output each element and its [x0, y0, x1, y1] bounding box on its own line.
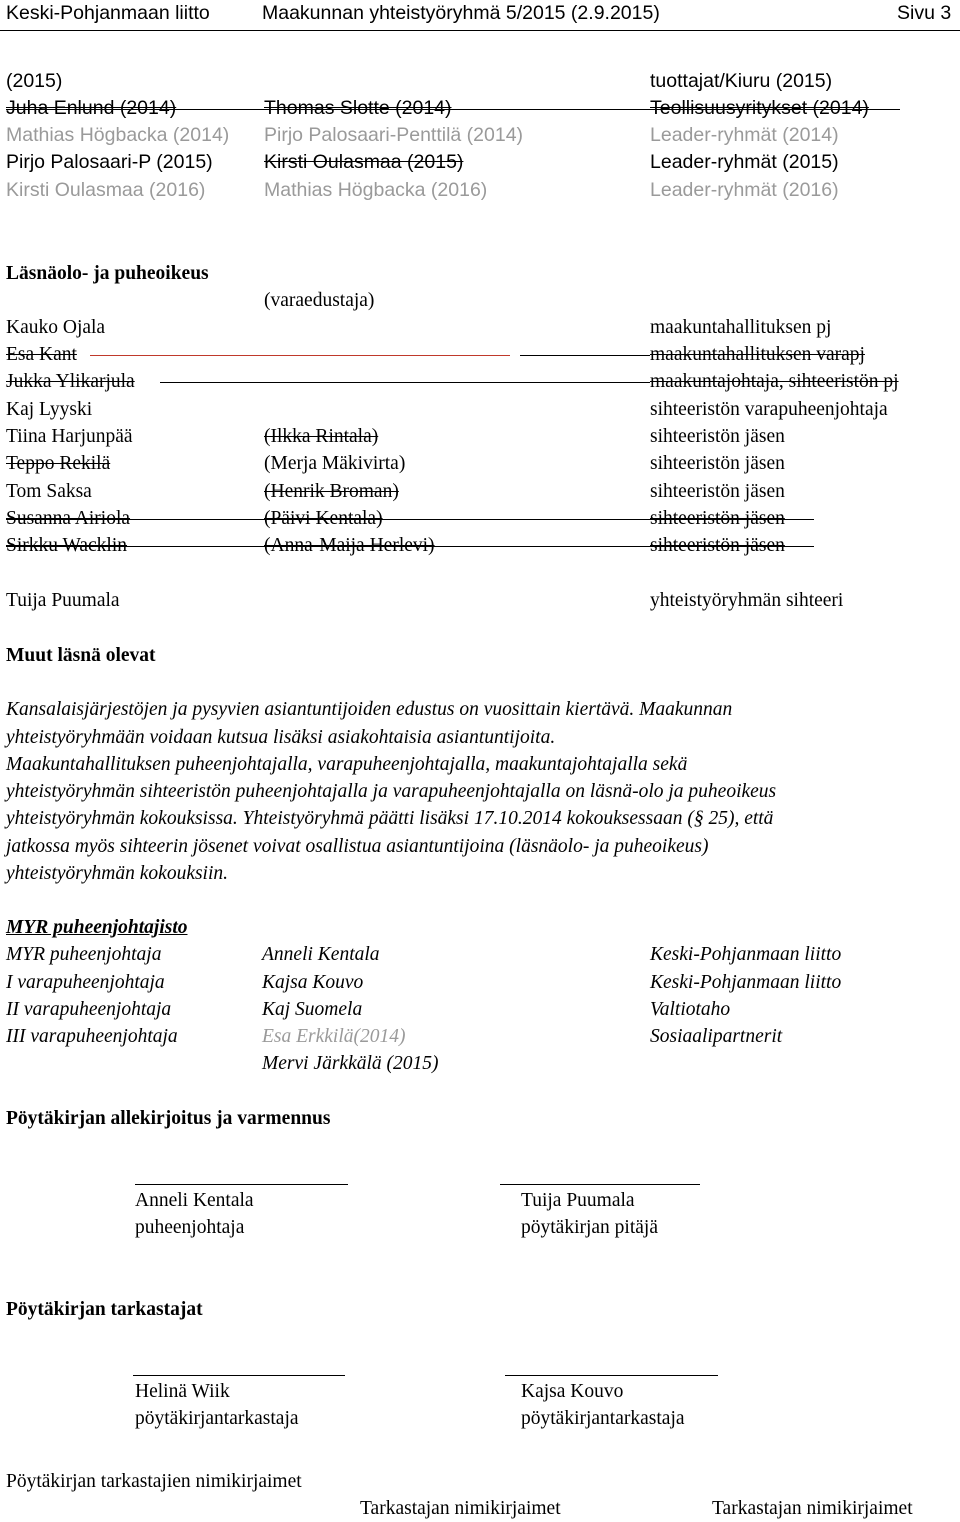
member-r1-strike-line	[6, 109, 900, 110]
myr-heading: MYR puheenjohtajisto	[6, 917, 188, 938]
myr-title-1: I varapuheenjohtaja	[6, 972, 165, 993]
signature-line-right	[500, 1184, 700, 1185]
myr-org-0: Keski-Pohjanmaan liitto	[650, 944, 842, 965]
initials-label-1: Tarkastajan nimikirjaimet	[360, 1498, 561, 1519]
reviewer-right-name: Kajsa Kouvo	[521, 1381, 624, 1402]
signatures-heading: Pöytäkirjan allekirjoitus ja varmennus	[6, 1108, 331, 1129]
member-r1-c3: Teollisuusyritykset (2014)	[650, 97, 869, 119]
reviewer-line-right	[505, 1375, 718, 1376]
member-r1-c1: Juha Enlund (2014)	[6, 97, 177, 119]
signature-left-name: Anneli Kentala	[135, 1190, 254, 1211]
others-line-0: Kansalaisjärjestöjen ja pysyvien asiantuntijoiden edustus on vuosittain kiertävä. Maakunnan	[6, 699, 733, 720]
others-line-2: Maakuntahallituksen puheenjohtajalla, varapuheenjohtajalla, maakuntajohtajalla sekä	[6, 754, 688, 775]
myr-name-0: Anneli Kentala	[262, 944, 380, 965]
reviewer-left-role: pöytäkirjantarkastaja	[135, 1408, 299, 1429]
others-line-4: yhteistyöryhmän kokouksissa. Yhteistyöryhmä päätti lisäksi 17.10.2014 kokouksessaan (§ 25), että	[6, 808, 774, 829]
presence-name-7: Susanna Airiola	[6, 508, 131, 529]
presence-role-5: sihteeristön jäsen	[650, 453, 785, 474]
presence-name-6: Tom Saksa	[6, 481, 92, 502]
others-heading: Muut läsnä olevat	[6, 645, 156, 666]
presence-deputy-7: (Päivi Kentala)	[264, 508, 383, 529]
others-line-1: yhteistyöryhmään voidaan kutsua lisäksi asiakohtaisia asiantuntijoita.	[6, 727, 556, 748]
header-page-number: Sivu 3	[897, 2, 952, 24]
member-r2-c2: Pirjo Palosaari-Penttilä (2014)	[264, 124, 524, 146]
initials-heading: Pöytäkirjan tarkastajien nimikirjaimet	[6, 1471, 302, 1492]
myr-org-3: Sosiaalipartnerit	[650, 1026, 783, 1047]
presence-role-6: sihteeristön jäsen	[650, 481, 785, 502]
presence-deputy-header: (varaedustaja)	[264, 290, 375, 311]
myr-title-0: MYR puheenjohtaja	[6, 944, 162, 965]
signature-right-role: pöytäkirjan pitäjä	[521, 1217, 658, 1238]
myr-title-2: II varapuheenjohtaja	[6, 999, 172, 1020]
presence-role-2: maakuntajohtaja, sihteeristön pj	[650, 371, 899, 392]
member-r3-c3: Leader-ryhmät (2015)	[650, 151, 839, 173]
myr-org-2: Valtiotaho	[650, 999, 731, 1020]
secretary-name: Tuija Puumala	[6, 590, 120, 611]
others-line-3: yhteistyöryhmän sihteeristön puheenjohtajalla ja varapuheenjohtajalla on läsnä-olo ja puheoikeus	[6, 781, 777, 802]
presence-name-8: Sirkku Wacklin	[6, 535, 128, 556]
others-line-6: yhteistyöryhmän kokouksiin.	[6, 863, 229, 884]
reviewers-heading: Pöytäkirjan tarkastajat	[6, 1299, 203, 1320]
presence-role-4: sihteeristön jäsen	[650, 426, 785, 447]
presence-role-7: sihteeristön jäsen	[650, 508, 785, 529]
reviewer-right-role: pöytäkirjantarkastaja	[521, 1408, 685, 1429]
presence-role-8: sihteeristön jäsen	[650, 535, 785, 556]
member-r0-c1: (2015)	[6, 70, 63, 92]
myr-name-3: Esa Erkkilä(2014)	[262, 1026, 406, 1047]
member-r4-c3: Leader-ryhmät (2016)	[650, 179, 839, 201]
presence-name-4: Tiina Harjunpää	[6, 426, 133, 447]
reviewer-left-name: Helinä Wiik	[135, 1381, 230, 1402]
member-r4-c2: Mathias Högbacka (2016)	[264, 179, 488, 201]
presence-name-2: Jukka Ylikarjula	[6, 371, 135, 392]
presence-row2-strike	[160, 382, 650, 383]
secretary-role: yhteistyöryhmän sihteeri	[650, 590, 844, 611]
signature-line-left	[135, 1184, 348, 1185]
signature-right-name: Tuija Puumala	[521, 1190, 635, 1211]
member-r1-c2: Thomas Slotte (2014)	[264, 97, 452, 119]
presence-deputy-6: (Henrik Broman)	[264, 481, 399, 502]
member-r2-c1: Mathias Högbacka (2014)	[6, 124, 230, 146]
myr-org-1: Keski-Pohjanmaan liitto	[650, 972, 842, 993]
presence-heading: Läsnäolo- ja puheoikeus	[6, 263, 209, 284]
initials-label-2: Tarkastajan nimikirjaimet	[712, 1498, 913, 1519]
presence-deputy-4: (Ilkka Rintala)	[264, 426, 379, 447]
presence-name-5: Teppo Rekilä	[6, 453, 111, 474]
myr-title-3: III varapuheenjohtaja	[6, 1026, 178, 1047]
member-r3-c2: Kirsti Oulasmaa (2015)	[264, 151, 464, 173]
presence-deputy-5: (Merja Mäkivirta)	[264, 453, 406, 474]
member-r0-c3: tuottajat/Kiuru (2015)	[650, 70, 833, 92]
header-divider	[0, 30, 960, 31]
member-r4-c1: Kirsti Oulasmaa (2016)	[6, 179, 206, 201]
presence-row1-strike-red	[90, 355, 510, 356]
presence-name-3: Kaj Lyyski	[6, 399, 93, 420]
presence-name-0: Kauko Ojala	[6, 317, 106, 338]
presence-role-3: sihteeristön varapuheenjohtaja	[650, 399, 888, 420]
member-r3-c1: Pirjo Palosaari-P (2015)	[6, 151, 213, 173]
header-meeting: Maakunnan yhteistyöryhmä 5/2015 (2.9.2015)	[262, 2, 660, 24]
others-line-5: jatkossa myös sihteerin jösenet voivat osallistua asiantuntijoina (läsnäolo- ja puheoikeus)	[6, 836, 709, 857]
signature-left-role: puheenjohtaja	[135, 1217, 245, 1238]
myr-name-2: Kaj Suomela	[262, 999, 363, 1020]
presence-name-1: Esa Kant	[6, 344, 77, 365]
presence-deputy-8: (Anna-Maija Herlevi)	[264, 535, 435, 556]
presence-role-1: maakuntahallituksen varapj	[650, 344, 865, 365]
reviewer-line-left	[133, 1375, 345, 1376]
myr-name-1: Kajsa Kouvo	[262, 972, 364, 993]
presence-role-0: maakuntahallituksen pj	[650, 317, 832, 338]
member-r2-c3: Leader-ryhmät (2014)	[650, 124, 839, 146]
myr-extra-name: Mervi Järkkälä (2015)	[262, 1053, 439, 1074]
presence-row1-strike	[520, 355, 650, 356]
header-org: Keski-Pohjanmaan liitto	[6, 2, 210, 24]
